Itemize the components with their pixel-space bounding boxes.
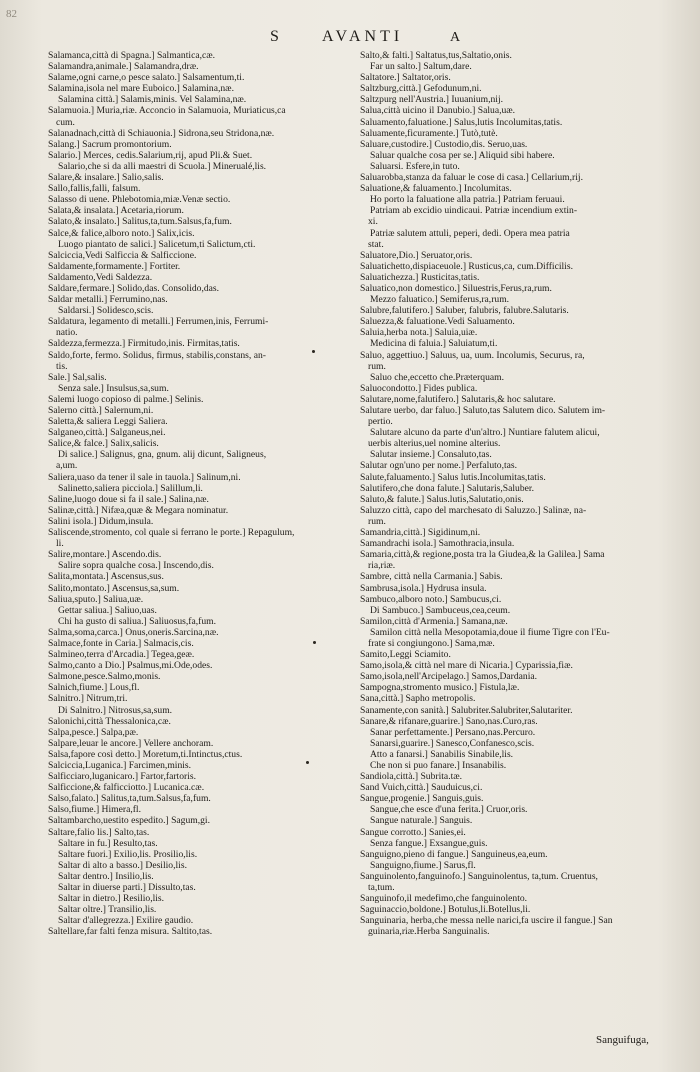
dictionary-entry: natio.: [56, 327, 78, 339]
dictionary-entry: Salutar insieme.] Consaluto,tas.: [370, 449, 492, 461]
dictionary-entry: Samito,Leggi Sciamito.: [360, 649, 451, 661]
dictionary-entry: Saluarobba,stanza da faluar le cose di casa.] Cellarium,rij.: [360, 172, 583, 184]
dictionary-entry: ria,riæ.: [368, 560, 396, 572]
dictionary-entry: Salerno città.] Salernum,ni.: [48, 405, 154, 416]
dictionary-entry: Salua,città uicino il Danubio.] Salua,uæ.: [360, 105, 516, 117]
dictionary-entry: Salutare uerbo, dar faluo.] Saluto,tas Salutem dico. Salutem im-: [360, 405, 606, 416]
dictionary-entry: Saltar di alto a basso.] Desilio,lis.: [58, 859, 187, 871]
dictionary-entry: Sangue naturale.] Sanguis.: [370, 815, 473, 827]
dictionary-entry: Chi ha gusto di saliua.] Saliuosus,fa,fum.: [58, 615, 217, 627]
dictionary-entry: Saliera,uaso da tener il sale in tauola.] Salinum,ni.: [48, 471, 241, 483]
dictionary-entry: Salma,soma,carca.] Onus,oneris.Sarcina,næ.: [48, 626, 219, 638]
ink-spot: [306, 761, 309, 764]
dictionary-entry: Saluo che,eccetto che.Præterquam.: [370, 371, 504, 383]
dictionary-entry: Salutare,nome,falutifero.] Salutaris,& hoc salutare.: [360, 393, 556, 405]
dictionary-entry: Sanguigno,fiume.] Sarus,fl.: [370, 859, 476, 871]
right-column: [360, 50, 692, 938]
dictionary-entry: Salficcione,& falficciotto.] Lucanica.cæ.: [48, 782, 205, 794]
dictionary-entry: Saldo,forte, fermo. Solidus, firmus, stabilis,constans, an-: [48, 349, 266, 361]
dictionary-entry: Sampogna,stromento musico.] Fistula,læ.: [360, 682, 520, 694]
dictionary-entry: Senza sale.] Insulsus,sa,sum.: [58, 382, 169, 394]
dictionary-entry: Salmone,pesce.Salmo,monis.: [48, 671, 161, 683]
dictionary-entry: Sambuco,alboro noto.] Sambucus,ci.: [360, 593, 502, 605]
dictionary-entry: Mezzo faluatico.] Semiferus,ra,rum.: [370, 294, 510, 306]
dictionary-entry: Saltar d'allegrezza.] Exilire gaudio.: [58, 915, 194, 927]
dictionary-entry: Salemi luogo copioso di palme.] Selinis.: [48, 393, 204, 405]
dictionary-entry: Senza fangue.] Exsangue,guis.: [370, 837, 488, 849]
dictionary-entry: Salasso di uene. Phlebotomia,miæ.Venæ sectio.: [48, 194, 231, 206]
dictionary-entry: Saliua,sputo.] Saliua,uæ.: [48, 593, 144, 605]
dictionary-entry: Sand Vuich,città.] Sauduicus,ci.: [360, 782, 483, 794]
dictionary-entry: Saldezza,fermezza.] Firmitudo,inis. Firmitas,tatis.: [48, 338, 240, 350]
dictionary-entry: Salutifero,che dona falute.] Salutaris,Saluber.: [360, 482, 534, 494]
dictionary-entry: Ho porto la faluatione alla patria.] Patriam feruaui.: [370, 194, 565, 206]
header-letter: S: [270, 28, 280, 45]
dictionary-entry: Saluamente,ficuramente.] Tutò,tutè.: [360, 127, 498, 139]
dictionary-entry: Gettar saliua.] Saliuo,uas.: [58, 604, 157, 616]
dictionary-entry: Salanadnach,città di Schiauonia.] Sidrona,seu Stridona,næ.: [48, 127, 275, 139]
dictionary-entry: Salare,& insalare.] Salio,salis.: [48, 172, 164, 184]
dictionary-entry: ta,tum.: [368, 882, 395, 894]
dictionary-entry: Salata,& insalata.] Acetaria,riorum.: [48, 205, 184, 217]
dictionary-entry: Salamuoia.] Muria,riæ. Acconcio in Salamuoia, Muriaticus,ca: [48, 105, 286, 117]
dictionary-entry: Di Salnitro.] Nitrosus,sa,sum.: [58, 704, 173, 716]
dictionary-entry: Sanguinolento,fanguinofo.] Sanguinolentus, ta,tum. Cruentus,: [360, 870, 598, 882]
dictionary-entry: Samilon,città d'Armenia.] Samana,næ.: [360, 615, 508, 627]
dictionary-entry: Sanamente,con sanità.] Salubriter.Salubriter,Salutariter.: [360, 704, 573, 716]
dictionary-entry: Saluatico,non domestico.] Siluestris,Ferus,ra,rum.: [360, 282, 552, 294]
dictionary-entry: Sambrusa,isola.] Hydrusa insula.: [360, 582, 487, 594]
dictionary-entry: Salficciaro,luganicaro.] Fartor,fartoris.: [48, 771, 196, 783]
dictionary-entry: Salito,montato.] Ascensus,sa,sum.: [48, 582, 180, 594]
ink-spot: [313, 641, 316, 644]
dictionary-entry: Saltar in dietro.] Resilio,lis.: [58, 893, 165, 905]
dictionary-entry: Salonichi,città Thessalonica,cæ.: [48, 715, 171, 727]
dictionary-entry: Salato,& insalato.] Salitus,ta,tum.Salsus,fa,fum.: [48, 216, 232, 228]
dictionary-entry: Sangue,progenie.] Sanguis,guis.: [360, 793, 484, 805]
dictionary-entry: Saluatore,Dio.] Seruator,oris.: [360, 249, 473, 261]
dictionary-entry: Saltar oltre.] Transilio,lis.: [58, 904, 157, 916]
dictionary-entry: Salinæ,città.] Nifæa,quæ & Megara nominatur.: [48, 504, 229, 516]
ink-spot: [312, 350, 315, 353]
dictionary-entry: Sangue,che esce d'una ferita.] Cruor,oris.: [370, 804, 528, 816]
dictionary-entry: Salini isola.] Didum,insula.: [48, 515, 154, 527]
dictionary-entry: Sanguinaria, herba,che messa nelle narici,fa uscire il fangue.] San: [360, 915, 613, 927]
dictionary-entry: Sale.] Sal,salis.: [48, 371, 107, 383]
dictionary-entry: Sanar perfettamente.] Persano,nas.Percuro.: [370, 726, 536, 738]
dictionary-entry: Sandiola,città.] Subrita.tæ.: [360, 771, 463, 783]
dictionary-entry: Salire sopra qualche cosa.] Inscendo,dis.: [58, 560, 214, 572]
dictionary-entry: Luogo piantato de salici.] Salicetum,ti Salictum,cti.: [58, 238, 256, 250]
dictionary-entry: Samo,isola,nell'Arcipelago.] Samos,Dardania.: [360, 671, 538, 683]
dictionary-entry: Salciccia,Vedi Salficcia & Salficcione.: [48, 249, 197, 261]
dictionary-entry: Saldare,fermare.] Solido,das. Consolido,das.: [48, 282, 220, 294]
dictionary-entry: Saluatione,& faluamento.] Incolumitas.: [360, 183, 512, 195]
dictionary-entry: Saltare,falio lis.] Salto,tas.: [48, 826, 150, 838]
dictionary-entry: Saltzpurg nell'Austria.] Iuuanium,nij.: [360, 94, 504, 106]
dictionary-entry: Samilon città nella Mesopotamia,doue il fiume Tigre con l'Eu-: [370, 626, 610, 638]
dictionary-entry: li.: [56, 538, 64, 550]
dictionary-entry: Sanare,& rifanare,guarire.] Sano,nas.Curo,ras.: [360, 715, 538, 727]
dictionary-entry: Saluzzo città, capo del marchesato di Saluzzo.] Salinæ, na-: [360, 504, 587, 516]
dictionary-entry: Sanguigno,pieno di fangue.] Sanguineus,ea,eum.: [360, 848, 548, 860]
dictionary-entry: frate si congiungono.] Sama,mæ.: [368, 637, 495, 649]
dictionary-entry: pertio.: [368, 416, 393, 428]
dictionary-entry: Saluatichetto,dispiaceuole.] Rusticus,ca, cum.Difficilis.: [360, 260, 573, 272]
dictionary-entry: Salame,ogni carne,o pesce salato.] Salsamentum,ti.: [48, 72, 245, 84]
dictionary-entry: Saldar metalli.] Ferrumino,nas.: [48, 294, 168, 306]
dictionary-entry: Salso,fiume.] Himera,fl.: [48, 804, 141, 816]
dictionary-entry: Salute,faluamento.] Salus lutis.Incolumitas,tatis.: [360, 471, 546, 483]
dictionary-entry: rum.: [368, 360, 386, 372]
dictionary-entry: Salubre,falutifero.] Saluber, falubris, falubre.Salutaris.: [360, 305, 569, 317]
dictionary-entry: Saltare in fu.] Resulto,tas.: [58, 837, 158, 849]
dictionary-entry: stat.: [368, 238, 384, 250]
dictionary-entry: Salnich,fiume.] Lous,fl.: [48, 682, 140, 694]
dictionary-entry: xi.: [368, 216, 378, 228]
text-columns: [48, 50, 700, 1060]
dictionary-entry: Saluarsi. Esfere,in tuto.: [370, 160, 460, 172]
dictionary-entry: Di salice.] Salignus, gna, gnum. alij dicunt, Saligneus,: [58, 449, 267, 461]
dictionary-entry: Far un salto.] Saltum,dare.: [370, 61, 472, 73]
dictionary-entry: Salmineo,terra d'Arcadia.] Tegea,geæ.: [48, 649, 195, 661]
dictionary-entry: Salmo,canto a Dio.] Psalmus,mi.Ode,odes.: [48, 660, 213, 672]
dictionary-entry: Saltar dentro.] Insilio,lis.: [58, 870, 154, 882]
dictionary-entry: Saldamente,formamente.] Fortiter.: [48, 260, 181, 272]
page-header: [0, 8, 700, 48]
dictionary-entry: uerbis alterius,uel nomine alterius.: [368, 438, 501, 450]
dictionary-entry: Sangue corrotto.] Sanies,ei.: [360, 826, 466, 838]
dictionary-entry: Salciccia,Luganica.] Farcimen,minis.: [48, 760, 192, 771]
dictionary-entry: Salang.] Sacrum promontorium.: [48, 138, 172, 150]
dictionary-entry: Saluamento,faluatione.] Salus,lutis Incolumitas,tatis.: [360, 116, 563, 128]
dictionary-entry: Samandria,città.] Sigidinum,ni.: [360, 527, 481, 539]
dictionary-entry: Che non si puo fanare.] Insanabilis.: [370, 760, 507, 771]
dictionary-entry: Saltellare,far falti fenza misura. Saltito,tas.: [48, 926, 213, 938]
dictionary-entry: Saluocondotto.] Fides publica.: [360, 382, 478, 394]
dictionary-entry: cum.: [56, 116, 75, 128]
dictionary-entry: Samo,isola,& città nel mare di Nicaria.] Cyparissia,fiæ.: [360, 660, 573, 672]
dictionary-entry: Saluatichezza.] Rusticitas,tatis.: [360, 271, 480, 283]
dictionary-entry: Salnitro.] Nitrum,tri.: [48, 693, 128, 705]
dictionary-entry: Saluar qualche cosa per se.] Aliquid sibi habere.: [370, 149, 555, 161]
dictionary-entry: Salamina,isola nel mare Euboico.] Salamina,næ.: [48, 83, 234, 95]
dictionary-entry: a,um.: [56, 460, 78, 472]
dictionary-entry: Salpare,leuar le ancore.] Vellere anchoram.: [48, 737, 214, 749]
dictionary-entry: Saluo, aggettiuo.] Saluus, ua, uum. Incolumis, Securus, ra,: [360, 349, 585, 361]
header-title: AVANTI: [322, 28, 404, 45]
dictionary-entry: Samandrachi isola.] Samothracia,insula.: [360, 538, 515, 550]
dictionary-entry: Salganeo,città.] Salganeus,nei.: [48, 427, 166, 439]
header-letter-right: A: [450, 30, 461, 45]
dictionary-entry: Saliscende,stromento, col quale si ferrano le porte.] Repagulum,: [48, 527, 295, 539]
dictionary-entry: Salutar ogn'uno per nome.] Perfaluto,tas.: [360, 460, 518, 472]
dictionary-entry: Saguinaccio,boldone.] Botulus,li.Botellus,li.: [360, 904, 531, 916]
dictionary-entry: Salamanca,città di Spagna.] Salmantica,cæ.: [48, 50, 216, 61]
dictionary-entry: Salario.] Merces, cedis.Salarium,rij, apud Pli.& Suet.: [48, 149, 253, 161]
dictionary-entry: Salire,montare.] Ascendo.dis.: [48, 549, 162, 561]
dictionary-entry: Saluare,custodire.] Custodio,dis. Seruo,uas.: [360, 138, 528, 150]
dictionary-entry: Saltar in diuerse parti.] Dissulto,tas.: [58, 882, 196, 894]
dictionary-entry: Salmace,fonte in Caria.] Salmacis,cis.: [48, 637, 194, 649]
dictionary-entry: rum.: [368, 515, 386, 527]
dictionary-entry: Sallo,fallis,falli, falsum.: [48, 183, 141, 195]
dictionary-entry: Salutare alcuno da parte d'un'altro.] Nuntiare falutem alicui,: [370, 427, 600, 439]
dictionary-entry: tis.: [56, 360, 68, 372]
left-column: [48, 50, 348, 938]
dictionary-entry: Samaria,città,& regione,posta tra la Giudea,& la Galilea.] Sama: [360, 549, 605, 561]
dictionary-entry: guinaria,riæ.Herba Sanguinalis.: [368, 926, 490, 938]
dictionary-entry: Salinetto,saliera picciola.] Salillum,li.: [58, 482, 203, 494]
dictionary-entry: Salita,montata.] Ascensus,sus.: [48, 571, 164, 583]
dictionary-entry: Saldatura, legamento di metalli.] Ferrumen,inis, Ferrumi-: [48, 316, 269, 328]
dictionary-entry: Saluia,herba nota.] Saluia,uiæ.: [360, 327, 478, 339]
dictionary-entry: Saluezza,& faluatione.Vedi Saluamento.: [360, 316, 515, 328]
dictionary-entry: Patriam ab excidio uindicaui. Patriæ incendium extin-: [370, 205, 578, 217]
dictionary-entry: Salamandra,animale.] Salamandra,dræ.: [48, 61, 199, 73]
dictionary-entry: Saltare fuori.] Exilio,lis. Prosilio,lis.: [58, 848, 198, 860]
dictionary-entry: Sambre, città nella Carmania.] Sabis.: [360, 571, 503, 583]
dictionary-entry: Saline,luogo doue si fa il sale.] Salina,næ.: [48, 493, 209, 505]
dictionary-entry: Salto,& falti.] Saltatus,tus,Saltatio,onis.: [360, 50, 512, 61]
dictionary-entry: Salamina città.] Salamis,minis. Vel Salamina,næ.: [58, 94, 247, 106]
catchword: Sanguifuga,: [596, 1034, 649, 1046]
dictionary-entry: Sanguinofo,il medefimo,che fanguinolento.: [360, 893, 528, 905]
dictionary-entry: Sanarsi,guarire.] Sanesco,Confanesco,scis.: [370, 737, 535, 749]
dictionary-entry: Sana,città.] Sapho metropolis.: [360, 693, 476, 705]
dictionary-entry: Saltzburg,città.] Gefodunum,ni.: [360, 83, 482, 95]
dictionary-entry: Saltatore.] Saltator,oris.: [360, 72, 451, 84]
dictionary-entry: Patriæ salutem attuli, peperi, dedi. Opera mea patria: [370, 227, 570, 239]
folio-signature: 82: [6, 8, 17, 20]
dictionary-entry: Atto a fanarsi.] Sanabilis Sinabile,lis.: [370, 748, 514, 760]
dictionary-entry: Saldamento,Vedi Saldezza.: [48, 271, 153, 283]
dictionary-entry: Saltambarcho,uestito espedito.] Sagum,gi.: [48, 815, 210, 827]
dictionary-entry: Salce,& falice,alboro noto.] Salix,icis.: [48, 227, 195, 239]
dictionary-entry: Salso,falato.] Salitus,ta,tum.Salsus,fa,fum.: [48, 793, 211, 805]
dictionary-entry: Salario,che si da alli maestri di Scuola.] Minerualé,lis.: [58, 160, 267, 172]
dictionary-entry: Saletta,& saliera Leggi Saliera.: [48, 416, 168, 428]
dictionary-entry: Salsa,fapore così detto.] Moretum,ti.Intinctus,ctus.: [48, 748, 243, 760]
dictionary-entry: Saluto,& falute.] Salus.lutis,Salutatio,onis.: [360, 493, 524, 505]
dictionary-entry: Salpa,pesce.] Salpa,pæ.: [48, 726, 139, 738]
dictionary-entry: Saldarsi.] Solidesco,scis.: [58, 305, 154, 317]
dictionary-entry: Di Sambuco.] Sambuceus,cea,ceum.: [370, 604, 511, 616]
dictionary-entry: Salice,& falce.] Salix,salicis.: [48, 438, 159, 450]
dictionary-entry: Medicina di faluia.] Saluiatum,ti.: [370, 338, 498, 350]
